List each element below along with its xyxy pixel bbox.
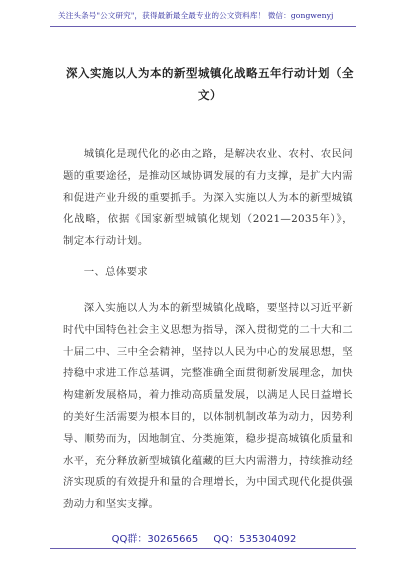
- intro-paragraph: 城镇化是现代化的必由之路，是解决农业、农村、农民问题的重要途径，是推动区域协调发展的有力支撑，是扩大内需和促进产业升级的重要抓手。为深入实施以人为本的新型城镇化战略，依据《国家新型城镇化规划（2021—2035年）》，制定本行动计划。: [63, 148, 353, 248]
- header-bar: [50, 4, 356, 27]
- document-title: 深入实施以人为本的新型城镇化战略五年行动计划（全文）: [66, 66, 354, 102]
- header-notice: 关注头条号"公文研究"，获得最新最全最专业的公文资料库！ 微信：gongwenyj: [58, 11, 334, 20]
- section-body-paragraph: 深入实施以人为本的新型城镇化战略，要坚持以习近平新时代中国特色社会主义思想为指导，深入贯彻党的二十大和二十届二中、三中全会精神，坚持以人民为中心的发展思想，坚持稳中求进工作总基调，完整准确全面贯彻新发展理念，加快构建新发展格局，着力推动高质量发展，以满足人民日益增长的美好生活需要为根本目的，以体制机制改革为动力，因势利导、顺势而为，因地制宜、分类施策，稳步提高城镇化质量和水平，充分释放新型城镇化蕴藏的巨大内需潜力，持续推动经济实现质的有效提升和量的合理增长，为中国式现代化提供强劲动力和坚实支撑。: [63, 302, 353, 511]
- section-heading: 一、总体要求: [83, 266, 148, 278]
- footer-qq: QQ：535304092: [213, 534, 297, 545]
- footer-qq-group: QQ群：30265665: [111, 534, 199, 545]
- footer-contact: [0, 530, 408, 545]
- footer-divider: [50, 548, 356, 549]
